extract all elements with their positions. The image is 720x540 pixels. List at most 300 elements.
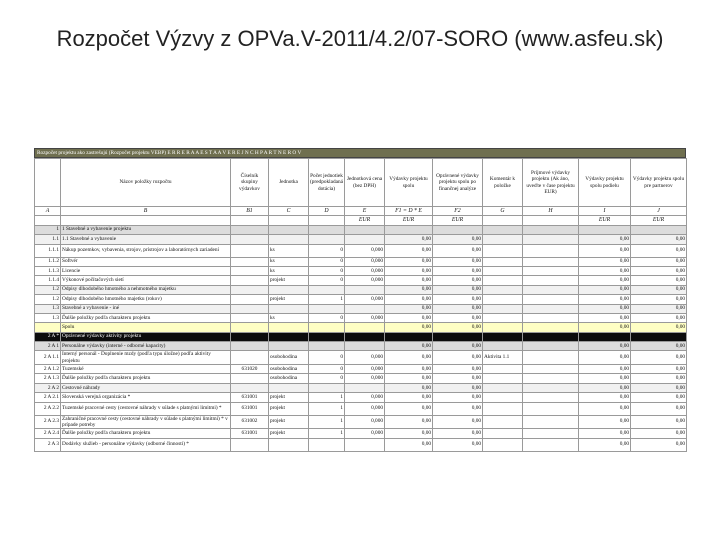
value-cell[interactable] (523, 393, 579, 402)
value-cell[interactable] (385, 225, 433, 234)
value-cell[interactable] (523, 304, 579, 313)
value-cell[interactable] (345, 438, 385, 451)
value-cell[interactable] (483, 402, 523, 415)
value-cell[interactable] (345, 304, 385, 313)
value-cell[interactable]: 0,00 (385, 295, 433, 304)
value-cell[interactable] (523, 374, 579, 383)
item-name-cell[interactable]: Personálne výdavky (interné - odborné kapacity) (61, 342, 231, 351)
header-cell: Príjmové výdavky projektu (Ak áno, uveďte v čase projektu EUR) (523, 159, 579, 207)
row-code-cell[interactable]: 2 A 2.4 (35, 429, 61, 438)
value-cell[interactable] (231, 323, 269, 332)
value-cell[interactable]: 0,00 (631, 415, 687, 429)
value-cell[interactable]: 0,00 (631, 313, 687, 322)
value-cell[interactable] (231, 244, 269, 257)
value-cell[interactable]: 0,00 (579, 383, 631, 392)
value-cell[interactable]: 0,00 (433, 374, 483, 383)
value-cell[interactable] (433, 332, 483, 341)
row-code-cell[interactable]: 1.3 (35, 304, 61, 313)
value-cell[interactable] (523, 225, 579, 234)
value-cell[interactable]: 0,00 (433, 257, 483, 266)
value-cell[interactable] (523, 257, 579, 266)
column-letter: J (631, 207, 687, 216)
value-cell[interactable]: 0,00 (631, 393, 687, 402)
value-cell[interactable] (345, 332, 385, 341)
value-cell[interactable] (483, 295, 523, 304)
value-cell[interactable] (523, 244, 579, 257)
unit-cell (483, 216, 523, 225)
value-cell[interactable] (309, 342, 345, 351)
value-cell[interactable]: 631001 (231, 429, 269, 438)
value-cell[interactable] (523, 342, 579, 351)
value-cell[interactable]: 0,000 (345, 393, 385, 402)
value-cell[interactable]: 0,00 (579, 313, 631, 322)
value-cell[interactable]: 0,000 (345, 313, 385, 322)
value-cell[interactable]: 0,000 (345, 374, 385, 383)
value-cell[interactable]: 0,00 (433, 438, 483, 451)
value-cell[interactable]: 0,00 (631, 402, 687, 415)
value-cell[interactable] (523, 285, 579, 294)
value-cell[interactable]: 0,000 (345, 365, 385, 374)
value-cell[interactable] (231, 295, 269, 304)
value-cell[interactable] (523, 402, 579, 415)
value-cell[interactable]: 0,00 (579, 438, 631, 451)
value-cell[interactable]: 0,00 (631, 438, 687, 451)
value-cell[interactable]: 0,00 (579, 365, 631, 374)
table-row (35, 332, 687, 341)
value-cell[interactable]: 0,00 (631, 342, 687, 351)
header-cell: Číselník skupiny výdavkov (231, 159, 269, 207)
unit-cell (269, 216, 309, 225)
item-name-cell[interactable]: Oprávnené výdavky aktivity projektu (61, 332, 231, 341)
column-letter: A (35, 207, 61, 216)
value-cell[interactable] (345, 383, 385, 392)
value-cell[interactable] (231, 225, 269, 234)
value-cell[interactable]: 0,00 (631, 304, 687, 313)
value-cell[interactable] (483, 393, 523, 402)
value-cell[interactable]: 631020 (231, 365, 269, 374)
value-cell[interactable]: 631002 (231, 415, 269, 429)
header-cell: Počet jednotiek (predpokladaná dotácia) (309, 159, 345, 207)
value-cell[interactable]: 0,00 (385, 393, 433, 402)
header-row (35, 159, 687, 207)
value-cell[interactable]: 0,00 (579, 235, 631, 244)
value-cell[interactable] (523, 295, 579, 304)
value-cell[interactable] (483, 323, 523, 332)
value-cell[interactable]: 0,00 (433, 285, 483, 294)
value-cell[interactable]: 0,000 (345, 415, 385, 429)
value-cell[interactable]: 0,00 (385, 342, 433, 351)
value-cell[interactable] (231, 332, 269, 341)
value-cell[interactable] (433, 225, 483, 234)
value-cell[interactable]: 0,00 (385, 429, 433, 438)
value-cell[interactable]: 0,00 (579, 323, 631, 332)
value-cell[interactable] (483, 374, 523, 383)
column-letter-row (35, 207, 687, 216)
item-name-cell[interactable]: Ďalšie položky podľa charakteru projektu (61, 429, 231, 438)
value-cell[interactable]: 0,00 (579, 342, 631, 351)
value-cell[interactable]: 0 (309, 313, 345, 322)
value-cell[interactable]: 0,00 (579, 266, 631, 275)
value-cell[interactable] (483, 244, 523, 257)
value-cell[interactable] (483, 438, 523, 451)
value-cell[interactable]: 1 (309, 402, 345, 415)
value-cell[interactable] (483, 383, 523, 392)
value-cell[interactable]: ks (269, 313, 309, 322)
value-cell[interactable] (231, 374, 269, 383)
value-cell[interactable] (309, 285, 345, 294)
value-cell[interactable]: 0,00 (631, 295, 687, 304)
value-cell[interactable]: 0,00 (385, 285, 433, 294)
item-name-cell[interactable]: Licencie (61, 266, 231, 275)
value-cell[interactable] (231, 276, 269, 285)
value-cell[interactable]: 0,00 (579, 257, 631, 266)
value-cell[interactable] (231, 285, 269, 294)
item-name-cell[interactable]: Cestovné náhrady (61, 383, 231, 392)
value-cell[interactable]: 0,00 (385, 266, 433, 275)
item-name-cell[interactable]: Interný personál - Doplnenie mzdy (podľa typu úložne) podľa aktivity projektu (61, 351, 231, 365)
value-cell[interactable] (523, 383, 579, 392)
value-cell[interactable]: 0,00 (385, 351, 433, 365)
value-cell[interactable]: 0 (309, 374, 345, 383)
value-cell[interactable] (345, 285, 385, 294)
value-cell[interactable] (483, 415, 523, 429)
table-row (35, 374, 687, 383)
value-cell[interactable]: 0 (309, 244, 345, 257)
value-cell[interactable]: osobohodina (269, 374, 309, 383)
value-cell[interactable]: 0,000 (345, 351, 385, 365)
slide-title: Rozpočet Výzvy z OPVa.V-2011/4.2/07-SORO (www.asfeu.sk) (56, 26, 664, 51)
value-cell[interactable]: 0,00 (631, 351, 687, 365)
value-cell[interactable]: 0,00 (631, 235, 687, 244)
value-cell[interactable]: 0,00 (579, 415, 631, 429)
budget-table (34, 158, 687, 452)
value-cell[interactable]: 0,00 (433, 313, 483, 322)
value-cell[interactable] (483, 332, 523, 341)
value-cell[interactable]: 0,00 (579, 402, 631, 415)
row-code-cell[interactable]: 2 A 1.1 (35, 351, 61, 365)
value-cell[interactable]: 0,00 (631, 257, 687, 266)
column-letter: F2 (433, 207, 483, 216)
value-cell[interactable]: 0,00 (433, 323, 483, 332)
value-cell[interactable] (483, 257, 523, 266)
value-cell[interactable] (269, 235, 309, 244)
table-row (35, 342, 687, 351)
row-code-cell[interactable]: 2 A * (35, 332, 61, 341)
row-code-cell[interactable]: 1.1.4 (35, 276, 61, 285)
table-row (35, 313, 687, 322)
value-cell[interactable] (483, 342, 523, 351)
value-cell[interactable]: 0,00 (579, 351, 631, 365)
value-cell[interactable] (309, 438, 345, 451)
value-cell[interactable]: 0,000 (345, 402, 385, 415)
value-cell[interactable]: 0,00 (433, 383, 483, 392)
value-cell[interactable]: 0,00 (631, 429, 687, 438)
value-cell[interactable] (345, 323, 385, 332)
value-cell[interactable]: 0,00 (433, 365, 483, 374)
value-cell[interactable] (309, 332, 345, 341)
column-letter: I (579, 207, 631, 216)
item-name-cell[interactable]: Ďalšie položky podľa charakteru projektu (61, 374, 231, 383)
item-name-cell[interactable]: Odpisy dlhodobého hmotného majetku (rokov) (61, 295, 231, 304)
value-cell[interactable] (269, 225, 309, 234)
item-name-cell[interactable]: Tuzemské (61, 365, 231, 374)
value-cell[interactable] (231, 383, 269, 392)
row-code-cell[interactable] (35, 323, 61, 332)
row-code-cell[interactable]: 2 A 1.2 (35, 365, 61, 374)
value-cell[interactable]: 0,00 (433, 342, 483, 351)
value-cell[interactable]: 0,00 (385, 365, 433, 374)
value-cell[interactable]: 631001 (231, 402, 269, 415)
value-cell[interactable] (231, 438, 269, 451)
row-code-cell[interactable]: 2 A 1.3 (35, 374, 61, 383)
value-cell[interactable] (483, 225, 523, 234)
value-cell[interactable]: 0,00 (631, 374, 687, 383)
value-cell[interactable]: 0,00 (385, 244, 433, 257)
value-cell[interactable]: 0,00 (579, 244, 631, 257)
value-cell[interactable]: 0,00 (579, 276, 631, 285)
item-name-cell[interactable]: Stavebné a vybavenie - iné (61, 304, 231, 313)
value-cell[interactable]: osobohodina (269, 351, 309, 365)
value-cell[interactable] (345, 342, 385, 351)
value-cell[interactable]: 0,00 (385, 257, 433, 266)
table-row (35, 257, 687, 266)
value-cell[interactable] (309, 304, 345, 313)
value-cell[interactable]: 0,00 (631, 266, 687, 275)
value-cell[interactable]: 0,00 (433, 244, 483, 257)
item-name-cell[interactable]: 1 Stavebné a vybavenie projektu (61, 225, 231, 234)
value-cell[interactable] (269, 323, 309, 332)
value-cell[interactable]: 0,00 (579, 374, 631, 383)
item-name-cell[interactable]: Nákup pozemkov, vybavenia, strojov, prístrojov a laboratórnych zariadení (61, 244, 231, 257)
value-cell[interactable] (269, 438, 309, 451)
value-cell[interactable]: 0,00 (631, 383, 687, 392)
value-cell[interactable] (523, 415, 579, 429)
value-cell[interactable]: 0,00 (385, 438, 433, 451)
value-cell[interactable]: 0,00 (433, 351, 483, 365)
value-cell[interactable]: 0,00 (433, 393, 483, 402)
value-cell[interactable] (309, 235, 345, 244)
header-cell: Oprávnené výdavky projektu spolu po finančnej analýze (433, 159, 483, 207)
value-cell[interactable]: projekt (269, 393, 309, 402)
value-cell[interactable]: ks (269, 257, 309, 266)
value-cell[interactable]: Aktivita 1.1 (483, 351, 523, 365)
value-cell[interactable]: 0,000 (345, 276, 385, 285)
value-cell[interactable]: projekt (269, 415, 309, 429)
value-cell[interactable] (231, 235, 269, 244)
row-code-cell[interactable]: 1 (35, 225, 61, 234)
value-cell[interactable]: 0,000 (345, 295, 385, 304)
column-letter: B (61, 207, 231, 216)
value-cell[interactable] (523, 266, 579, 275)
value-cell[interactable] (231, 257, 269, 266)
value-cell[interactable] (631, 332, 687, 341)
value-cell[interactable] (269, 332, 309, 341)
row-code-cell[interactable]: 2 A 1 (35, 342, 61, 351)
value-cell[interactable]: 0,00 (433, 402, 483, 415)
row-code-cell[interactable]: 1.1.3 (35, 266, 61, 275)
item-name-cell[interactable]: Tuzemské pracovné cesty (cestovné náhrady v súlade s platnými limitmi) * (61, 402, 231, 415)
value-cell[interactable]: 0,00 (631, 276, 687, 285)
value-cell[interactable]: 0 (309, 266, 345, 275)
value-cell[interactable]: 1 (309, 415, 345, 429)
value-cell[interactable] (385, 332, 433, 341)
value-cell[interactable]: 0,00 (579, 285, 631, 294)
value-cell[interactable]: ks (269, 244, 309, 257)
value-cell[interactable]: 0 (309, 351, 345, 365)
row-code-cell[interactable]: 1.2 (35, 295, 61, 304)
value-cell[interactable] (483, 429, 523, 438)
value-cell[interactable] (345, 225, 385, 234)
value-cell[interactable]: 0,00 (631, 323, 687, 332)
value-cell[interactable]: 0,00 (433, 304, 483, 313)
row-code-cell[interactable]: 2 A 2.3 (35, 415, 61, 429)
value-cell[interactable]: 0,00 (385, 383, 433, 392)
value-cell[interactable]: 0,00 (433, 235, 483, 244)
value-cell[interactable]: 0,00 (385, 415, 433, 429)
value-cell[interactable]: 0,00 (631, 285, 687, 294)
header-cell: Jednotka (269, 159, 309, 207)
item-name-cell[interactable]: Softvér (61, 257, 231, 266)
value-cell[interactable] (579, 332, 631, 341)
value-cell[interactable]: 0,00 (385, 402, 433, 415)
table-row (35, 304, 687, 313)
value-cell[interactable] (309, 225, 345, 234)
unit-cell (231, 216, 269, 225)
column-letter: D (309, 207, 345, 216)
unit-cell (309, 216, 345, 225)
item-name-cell[interactable]: Dodávky služieb - personálne výdavky (odborné činnosti) * (61, 438, 231, 451)
value-cell[interactable]: 0,00 (385, 235, 433, 244)
value-cell[interactable] (483, 235, 523, 244)
value-cell[interactable]: 0,00 (433, 266, 483, 275)
value-cell[interactable]: 0,00 (579, 429, 631, 438)
unit-row (35, 216, 687, 225)
value-cell[interactable]: 0,00 (385, 323, 433, 332)
row-code-cell[interactable]: 1.2 (35, 285, 61, 294)
row-code-cell[interactable]: 2 A 2.2 (35, 402, 61, 415)
value-cell[interactable] (231, 351, 269, 365)
value-cell[interactable]: 0,00 (385, 374, 433, 383)
row-code-cell[interactable]: 1.1.2 (35, 257, 61, 266)
value-cell[interactable]: osobohodina (269, 365, 309, 374)
value-cell[interactable] (523, 323, 579, 332)
row-code-cell[interactable]: 1.1.1 (35, 244, 61, 257)
row-code-cell[interactable]: 1.1 (35, 235, 61, 244)
header-cell: Názov položky rozpočtu (61, 159, 231, 207)
value-cell[interactable]: 0,000 (345, 266, 385, 275)
value-cell[interactable] (269, 342, 309, 351)
unit-cell: EUR (579, 216, 631, 225)
item-name-cell[interactable]: Výkonové počítačových sietí (61, 276, 231, 285)
value-cell[interactable]: 0,00 (631, 244, 687, 257)
unit-cell: EUR (385, 216, 433, 225)
value-cell[interactable]: 1 (309, 429, 345, 438)
value-cell[interactable]: 0 (309, 276, 345, 285)
value-cell[interactable]: 0,00 (385, 313, 433, 322)
row-code-cell[interactable]: 2 A 3 (35, 438, 61, 451)
value-cell[interactable]: 0,00 (385, 304, 433, 313)
value-cell[interactable]: 0,00 (433, 415, 483, 429)
row-code-cell[interactable]: 2 A 2 (35, 383, 61, 392)
value-cell[interactable]: 0,00 (385, 276, 433, 285)
value-cell[interactable] (483, 304, 523, 313)
value-cell[interactable]: ks (269, 266, 309, 275)
value-cell[interactable]: projekt (269, 276, 309, 285)
value-cell[interactable]: 0,00 (631, 365, 687, 374)
value-cell[interactable] (523, 276, 579, 285)
table-row (35, 383, 687, 392)
value-cell[interactable]: 0,000 (345, 429, 385, 438)
value-cell[interactable]: projekt (269, 295, 309, 304)
table-row (35, 285, 687, 294)
value-cell[interactable] (579, 225, 631, 234)
table-row (35, 323, 687, 332)
value-cell[interactable] (483, 266, 523, 275)
value-cell[interactable] (523, 438, 579, 451)
table-row (35, 266, 687, 275)
value-cell[interactable] (523, 351, 579, 365)
value-cell[interactable] (631, 225, 687, 234)
value-cell[interactable]: 0,00 (433, 429, 483, 438)
table-row (35, 351, 687, 365)
value-cell[interactable]: 0,000 (345, 257, 385, 266)
item-name-cell[interactable]: 1.1 Stavebné a vybavenie (61, 235, 231, 244)
value-cell[interactable] (523, 313, 579, 322)
value-cell[interactable] (231, 313, 269, 322)
value-cell[interactable]: 0 (309, 365, 345, 374)
value-cell[interactable]: 0,00 (579, 304, 631, 313)
row-code-cell[interactable]: 2 A 2.1 (35, 393, 61, 402)
value-cell[interactable]: 0 (309, 257, 345, 266)
item-name-cell[interactable]: Ďalšie položky podľa charakteru projektu (61, 313, 231, 322)
value-cell[interactable]: 0,00 (579, 393, 631, 402)
value-cell[interactable] (523, 429, 579, 438)
value-cell[interactable] (523, 365, 579, 374)
value-cell[interactable] (483, 285, 523, 294)
value-cell[interactable]: 1 (309, 295, 345, 304)
table-row (35, 365, 687, 374)
value-cell[interactable] (231, 304, 269, 313)
value-cell[interactable]: projekt (269, 429, 309, 438)
value-cell[interactable] (483, 313, 523, 322)
value-cell[interactable]: 0,00 (433, 276, 483, 285)
item-name-cell[interactable]: Odpisy dlhodobého hmotného a nehmotného majetku (61, 285, 231, 294)
value-cell[interactable]: projekt (269, 402, 309, 415)
value-cell[interactable] (269, 383, 309, 392)
value-cell[interactable] (345, 235, 385, 244)
item-name-cell[interactable]: Zahraničné pracovné cesty (cestovné náhrady v súlade s platnými limitmi) * v prípade potreby (61, 415, 231, 429)
value-cell[interactable] (231, 342, 269, 351)
value-cell[interactable] (483, 365, 523, 374)
row-code-cell[interactable]: 1.3 (35, 313, 61, 322)
value-cell[interactable] (269, 304, 309, 313)
value-cell[interactable] (523, 332, 579, 341)
value-cell[interactable]: 0,00 (433, 295, 483, 304)
value-cell[interactable] (309, 383, 345, 392)
header-cell: Komentár k položke (483, 159, 523, 207)
value-cell[interactable] (483, 276, 523, 285)
value-cell[interactable]: 631001 (231, 393, 269, 402)
value-cell[interactable]: 1 (309, 393, 345, 402)
value-cell[interactable]: 0,00 (579, 295, 631, 304)
item-name-cell[interactable]: Spolu (61, 323, 231, 332)
item-name-cell[interactable]: Slovenská verejná organizácia * (61, 393, 231, 402)
value-cell[interactable] (231, 266, 269, 275)
value-cell[interactable] (309, 323, 345, 332)
value-cell[interactable] (523, 235, 579, 244)
value-cell[interactable] (269, 285, 309, 294)
value-cell[interactable]: 0,000 (345, 244, 385, 257)
